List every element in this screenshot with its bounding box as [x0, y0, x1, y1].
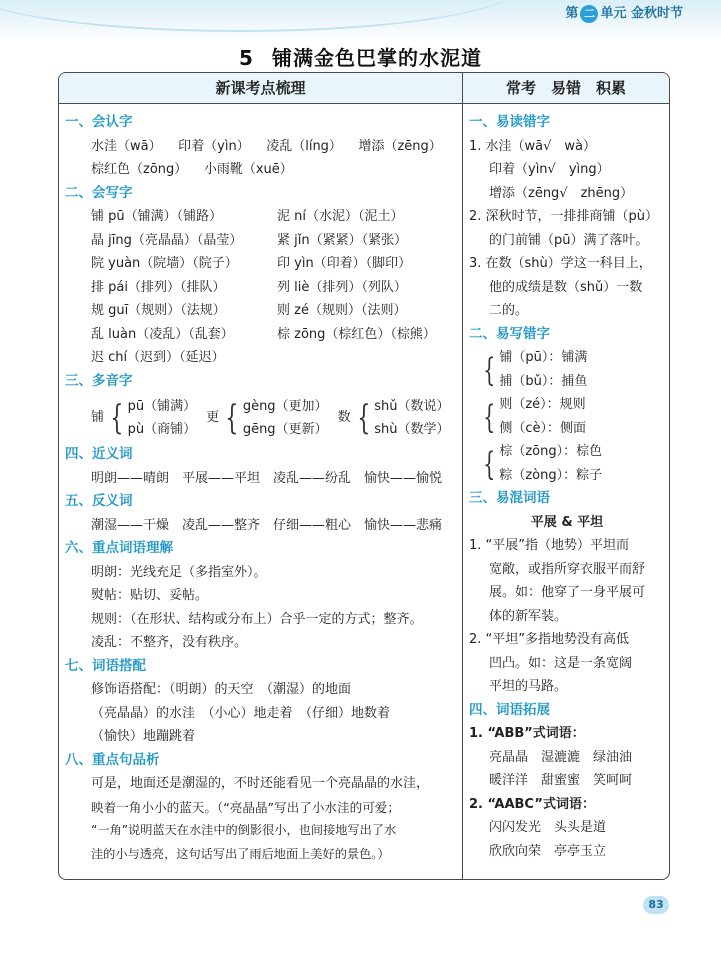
synonym-line: 明朗——晴朗 平展——平坦 凌乱——纷乱 愉快——愉悦 [91, 470, 443, 486]
collocation-line: 修饰语搭配：（明朗）的天空 （潮湿）的地面 [91, 682, 352, 697]
miswrite-item: 铺（pū）：铺满 [499, 350, 588, 365]
char-entry: 晶 jīng（亮晶晶）（晶莹） [91, 232, 243, 248]
definition-line: 凌乱：不整齐，没有秩序。 [91, 635, 248, 650]
reading: shù（数学） [374, 422, 450, 437]
word-item: 小雨靴（xuē） [203, 162, 293, 177]
pinyin-line [65, 158, 461, 182]
section-heading: 六、重点词语理解 [65, 540, 173, 556]
antonym-line: 潮湿——干燥 凌乱——整齐 仔细——粗心 愉快——悲痛 [91, 517, 443, 533]
char-row [65, 323, 461, 347]
char-entry: 规 guī（规则）（法规） [91, 303, 226, 318]
confusable-line: 平坦的马路。 [489, 679, 568, 694]
brace-icon: { [110, 398, 124, 438]
confusable-pair-title: 平展 & 平坦 [530, 514, 604, 530]
pattern-heading: 1. “ABB”式词语： [469, 726, 585, 741]
polyphone-readings [374, 395, 449, 441]
word-item: 印着（yìn） [178, 138, 250, 154]
column-divider [462, 73, 463, 879]
reading: gèng（更加） [242, 399, 328, 414]
miswrite-item: 棕（zōng）：棕色 [499, 444, 603, 459]
polyphone-char: 数 [337, 410, 351, 426]
analysis-line: 洼的小与透亮，这句话写出了雨后地面上美好的景色。） [91, 846, 390, 861]
miswrite-group [469, 346, 665, 393]
char-entry: 印 yìn（印着）（脚印） [277, 256, 412, 271]
banner-arc [0, 0, 520, 32]
unit-number-badge: 二 [580, 5, 598, 23]
misread-line: 的门前铺（pū）满了落叶。 [489, 232, 649, 248]
polyphone-char: 铺 [91, 410, 105, 426]
analysis-line: “一角”说明蓝天在水洼中的倒影很小，也间接地写出了水 [91, 823, 397, 837]
miswrite-items [499, 440, 602, 487]
miswrite-items [499, 346, 587, 393]
misread-line: 2. 深秋时节，一排排商铺（pù） [469, 209, 659, 224]
word-list-line: 欣欣向荣 亭亭玉立 [489, 843, 607, 859]
analysis-line: 映着一角小小的蓝天。（“亮晶晶”写出了小水洼的可爱； [91, 799, 400, 815]
char-row [65, 229, 461, 253]
char-entry: 紧 jǐn（紧紧）（紧张） [277, 232, 408, 248]
brace-icon: { [356, 398, 370, 438]
char-entry: 则 zé（规则）（法则） [277, 303, 407, 318]
confusable-line: 宽敞，或指所穿衣服平而舒 [489, 561, 646, 577]
brace-icon: { [483, 350, 496, 389]
section-heading: 五、反义词 [65, 493, 133, 509]
page-title [0, 42, 721, 71]
unit-label [565, 2, 683, 23]
confusable-line: 凹凸。如：这是一条宽阔 [489, 655, 633, 671]
polyphone-readings [243, 395, 328, 441]
pattern-heading: 2. “AABC”式词语： [469, 796, 595, 812]
confusable-line: 体的新军装。 [489, 608, 568, 624]
misread-line: 1. 水洼（wā√ wà） [469, 138, 597, 154]
collocation-line: （亮晶晶）的水洼 （小心）地走着 （仔细）地数着 [91, 705, 391, 721]
section-heading: 四、近义词 [65, 446, 133, 462]
polyphone-row [65, 393, 461, 443]
char-row [65, 252, 461, 276]
misread-line: 二的。 [489, 303, 529, 318]
collocation-line: （愉快）地蹦跳着 [91, 729, 196, 744]
word-list-line: 亮晶晶 湿漉漉 绿油油 [489, 749, 633, 765]
brace-icon: { [483, 397, 496, 436]
section-heading: 二、会写字 [65, 184, 133, 201]
char-entry: 乱 luàn（凌乱）（乱套） [91, 326, 234, 342]
section-heading: 三、易混词语 [469, 490, 550, 506]
char-entry: 棕 zōng（棕红色）（棕熊） [277, 326, 436, 342]
miswrite-items [499, 393, 586, 440]
section-heading: 八、重点句品析 [65, 751, 160, 768]
miswrite-item: 捕（bǔ）：捕鱼 [499, 373, 588, 389]
misread-line: 3. 在数（shù）学这一科目上， [469, 256, 652, 271]
polyphone-group [338, 395, 450, 441]
brace-icon: { [225, 398, 239, 438]
analysis-line: 可是，地面还是潮湿的，不时还能看见一个亮晶晶的水洼， [91, 776, 430, 791]
polyphone-readings [128, 395, 197, 441]
left-column [65, 111, 461, 866]
reading: pù（商铺） [127, 422, 197, 437]
content-frame [58, 72, 670, 880]
miswrite-group [469, 440, 665, 487]
miswrite-item: 则（zé）：规则 [499, 397, 586, 412]
miswrite-item: 粽（zòng）：粽子 [499, 467, 603, 483]
misread-line: 印着（yìn√ yìng） [489, 162, 610, 177]
word-item: 水洼（wā） [91, 138, 162, 154]
confusable-line: 2. “平坦”多指地势没有高低 [469, 632, 630, 647]
char-row [65, 276, 461, 300]
definition-line: 明朗：光线充足（多指室外）。 [91, 564, 267, 580]
top-banner [0, 0, 721, 40]
series-name: 金秋时节 [630, 6, 683, 21]
right-column [469, 111, 665, 863]
misread-line: 他的成绩是数（shǔ）一数 [489, 279, 643, 295]
pinyin-line [65, 135, 461, 159]
word-list-line: 闪闪发光 头头是道 [489, 820, 607, 835]
unit-suffix: 单元 [600, 6, 627, 21]
brace-icon: { [483, 444, 496, 483]
char-row [65, 299, 461, 323]
section-heading: 一、易读错字 [469, 114, 550, 130]
word-item: 棕红色（zōng） [91, 162, 188, 177]
word-item: 凌乱（líng） [266, 138, 342, 154]
confusable-line: 展。如：他穿了一身平展可 [489, 585, 646, 600]
misread-line: 增添（zēng√ zhēng） [489, 185, 634, 201]
polyphone-char: 更 [206, 410, 220, 426]
char-entry: 排 pái（排列）（排队） [91, 279, 226, 295]
section-heading: 四、词语拓展 [469, 701, 550, 718]
char-entry: 迟 chí（迟到）（延迟） [91, 350, 225, 365]
polyphone-group [91, 395, 196, 441]
right-column-header: 常考 易错 积累 [463, 73, 669, 104]
miswrite-group [469, 393, 665, 440]
definition-line: 规则：（在形状、结构或分布上）合乎一定的方式；整齐。 [91, 611, 423, 627]
char-row [65, 205, 461, 229]
char-entry: 铺 pū（铺满）（铺路） [91, 209, 223, 224]
word-item: 增添（zēng） [358, 138, 442, 154]
left-column-header: 新课考点梳理 [59, 73, 462, 104]
polyphone-group [206, 395, 327, 441]
page-number: 83 [643, 896, 669, 914]
lesson-title: 铺满金色巴掌的水泥道 [271, 46, 482, 70]
confusable-line: 1. “平展”指（地势）平坦而 [469, 538, 630, 553]
definition-line: 熨帖：贴切、妥帖。 [91, 588, 209, 603]
char-entry: 院 yuàn（院墙）（院子） [91, 256, 238, 271]
section-heading: 二、易写错字 [469, 325, 550, 342]
reading: gēng（更新） [242, 422, 328, 437]
section-heading: 七、词语搭配 [65, 657, 146, 674]
miswrite-item: 侧（cè）：侧面 [499, 420, 587, 436]
section-heading: 一、会认字 [65, 114, 133, 130]
word-list-line: 暖洋洋 甜蜜蜜 笑呵呵 [489, 773, 633, 788]
unit-prefix: 第 [565, 6, 579, 21]
char-entry: 泥 ní（水泥）（泥土） [277, 209, 404, 224]
reading: shǔ（数说） [374, 399, 450, 414]
lesson-number: 5 [239, 46, 254, 70]
char-entry: 列 liè（排列）（列队） [277, 279, 407, 295]
reading: pū（铺满） [127, 399, 197, 414]
section-heading: 三、多音字 [65, 372, 133, 389]
char-row [65, 346, 461, 370]
